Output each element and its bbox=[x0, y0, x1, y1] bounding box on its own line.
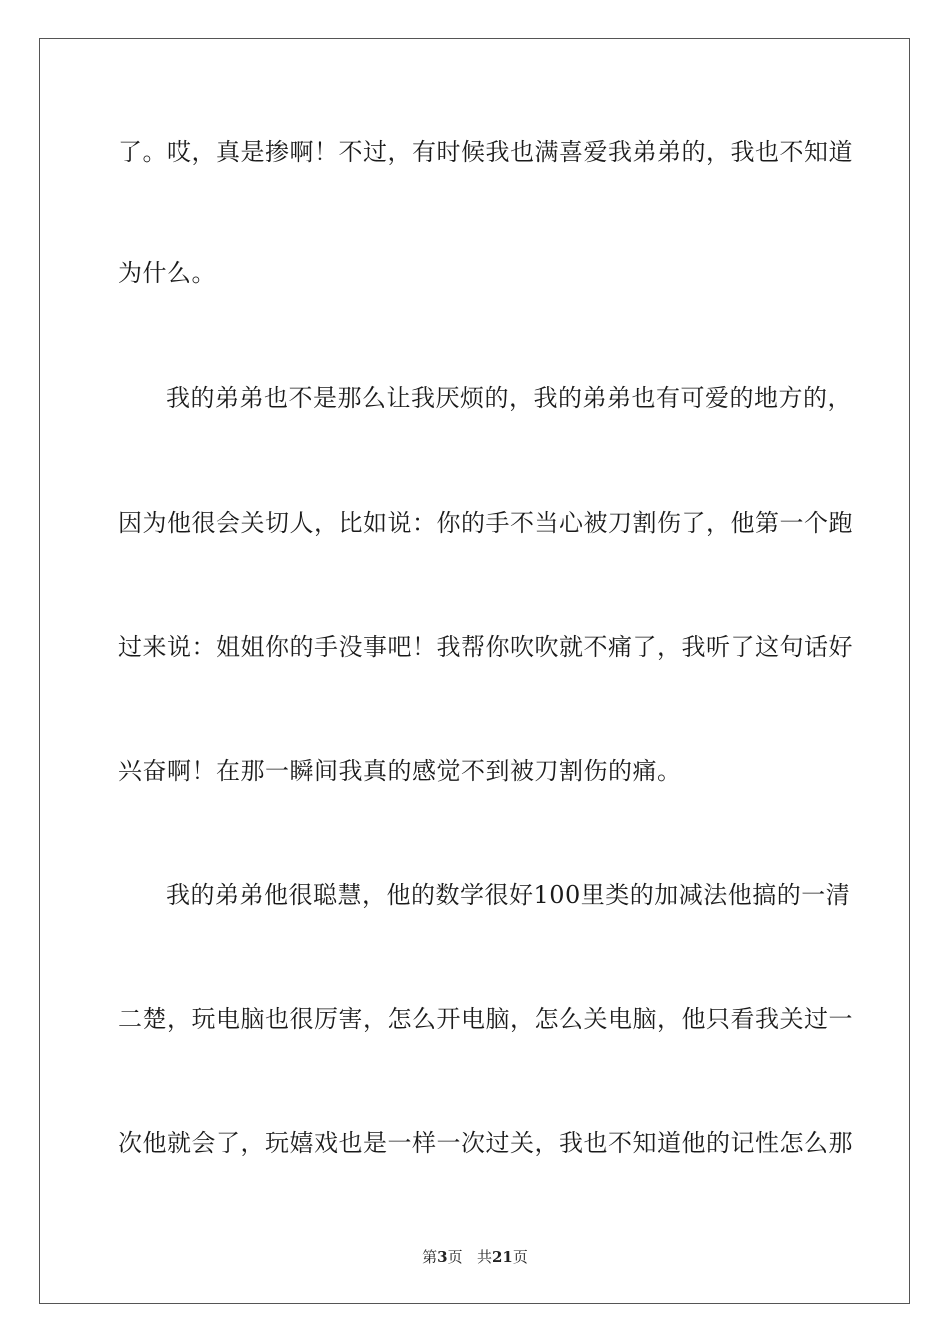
text-line: 二楚，玩电脑也很厉害，怎么开电脑，怎么关电脑，他只看我关过一 bbox=[118, 1005, 853, 1033]
page-total-count: 21 bbox=[491, 1248, 513, 1266]
page-number-suffix: 页 bbox=[447, 1248, 463, 1266]
paragraph-start-line: 我的弟弟也不是那么让我厌烦的，我的弟弟也有可爱的地方的， bbox=[166, 384, 852, 412]
paragraph-start-line: 我的弟弟他很聪慧，他的数学很好100里类的加减法他搞的一清 bbox=[166, 881, 851, 909]
page-footer bbox=[0, 1246, 950, 1267]
text-line: 了。哎，真是掺啊！不过，有时候我也满喜爱我弟弟的，我也不知道 bbox=[118, 138, 853, 166]
text-line: 因为他很会关切人，比如说：你的手不当心被刀割伤了，他第一个跑 bbox=[118, 509, 853, 537]
page-total-prefix: 共 bbox=[476, 1248, 492, 1266]
page-total-suffix: 页 bbox=[512, 1248, 528, 1266]
text-line: 过来说：姐姐你的手没事吧！我帮你吹吹就不痛了，我听了这句话好 bbox=[118, 633, 853, 661]
page-number-prefix: 第 bbox=[422, 1248, 438, 1266]
text-line: 为什么。 bbox=[118, 259, 216, 287]
page-border bbox=[39, 38, 910, 1304]
text-line: 次他就会了，玩嬉戏也是一样一次过关，我也不知道他的记性怎么那 bbox=[118, 1129, 853, 1157]
page-number-current: 3 bbox=[437, 1248, 448, 1266]
text-line: 兴奋啊！在那一瞬间我真的感觉不到被刀割伤的痛。 bbox=[118, 757, 682, 785]
